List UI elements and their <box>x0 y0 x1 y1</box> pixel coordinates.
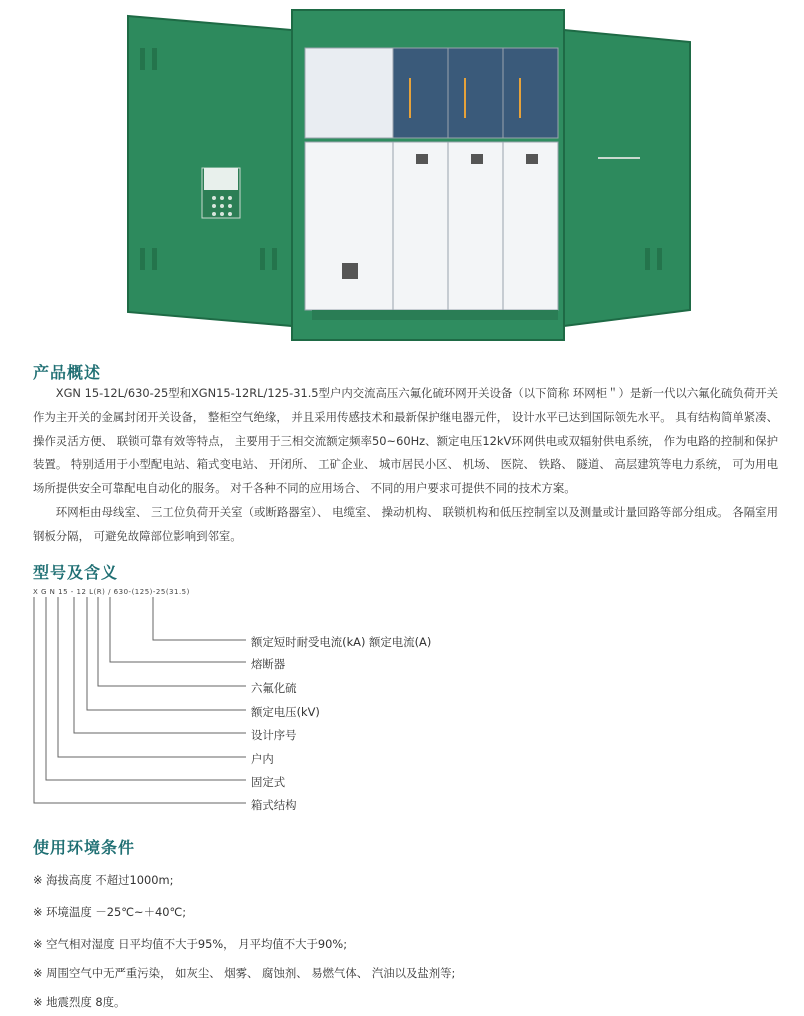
model-label-8: 箱式结构 <box>251 798 297 812</box>
model-label-4: 额定电压(kV) <box>251 705 320 719</box>
model-label-5: 设计序号 <box>251 728 297 742</box>
model-label-3: 六氟化硫 <box>251 681 297 695</box>
model-label-2: 熔断器 <box>251 657 286 671</box>
overview-paragraph-1: XGN 15-12L/630-25型和XGN15-12RL/125-31.5型户内交流高压六氟化硫环网开关设备（以下简称 环网柜＂）是新一代以六氟化硫负荷开关作为主开关的金属封闭开关设备， 整柜空气绝缘， 并且采用传感技术和最新保护继电器元件， 设计水平已达到国际领先水平。 具有结构简单紧凑、 操作灵活方便、 联锁可靠有效等特点， 主要用于三相交流额定频率50~60Hz、额定电压12kV环网供电或双辐射供电系统， 作为电路的控制和保护装置。 特别适用于小型配电站、箱式变电站、 开闭所、 工矿企业、 城市居民小区、 机场、 医院、 铁路、 隧道、 高层建筑等电力系统， 可为用电场所提供安全可靠配电自动化的服务。 对千各种不同的应用场合、 不同的用户要求可提供不同的技术方案。 <box>33 386 778 496</box>
conditions-heading: 使用环境条件 <box>33 838 136 857</box>
overview-paragraph-2: 环网柜由母线室、 三工位负荷开关室（或断路器室）、 电缆室、 操动机构、 联锁机构和低压控制室以及测量或计量回路等部分组成。 各隔室用钢板分隔， 可避免故障部位影响到邻室。 <box>33 504 778 543</box>
model-code: X G N 15 - 12 L(R) / 630-(125)-25(31.5) <box>33 588 190 596</box>
condition-item: ※ 环境温度 －25℃~＋40℃; <box>33 905 187 919</box>
model-label-6: 户内 <box>251 752 274 766</box>
model-heading: 型号及含义 <box>33 563 119 582</box>
model-label-7: 固定式 <box>251 775 286 789</box>
condition-item: ※ 空气相对湿度 日平均值不大于95%， 月平均值不大于90%; <box>33 937 348 951</box>
condition-item: ※ 周围空气中无严重污染， 如灰尘、 烟雾、 腐蚀剂、 易燃气体、 汽油以及盐剂等; <box>33 966 456 980</box>
condition-item: ※ 海拔高度 不超过1000m; <box>33 873 174 887</box>
overview-heading: 产品概述 <box>33 363 102 382</box>
condition-item: ※ 地震烈度 8度。 <box>33 995 126 1009</box>
model-label-1: 额定短时耐受电流(kA) 额定电流(A) <box>251 635 432 649</box>
